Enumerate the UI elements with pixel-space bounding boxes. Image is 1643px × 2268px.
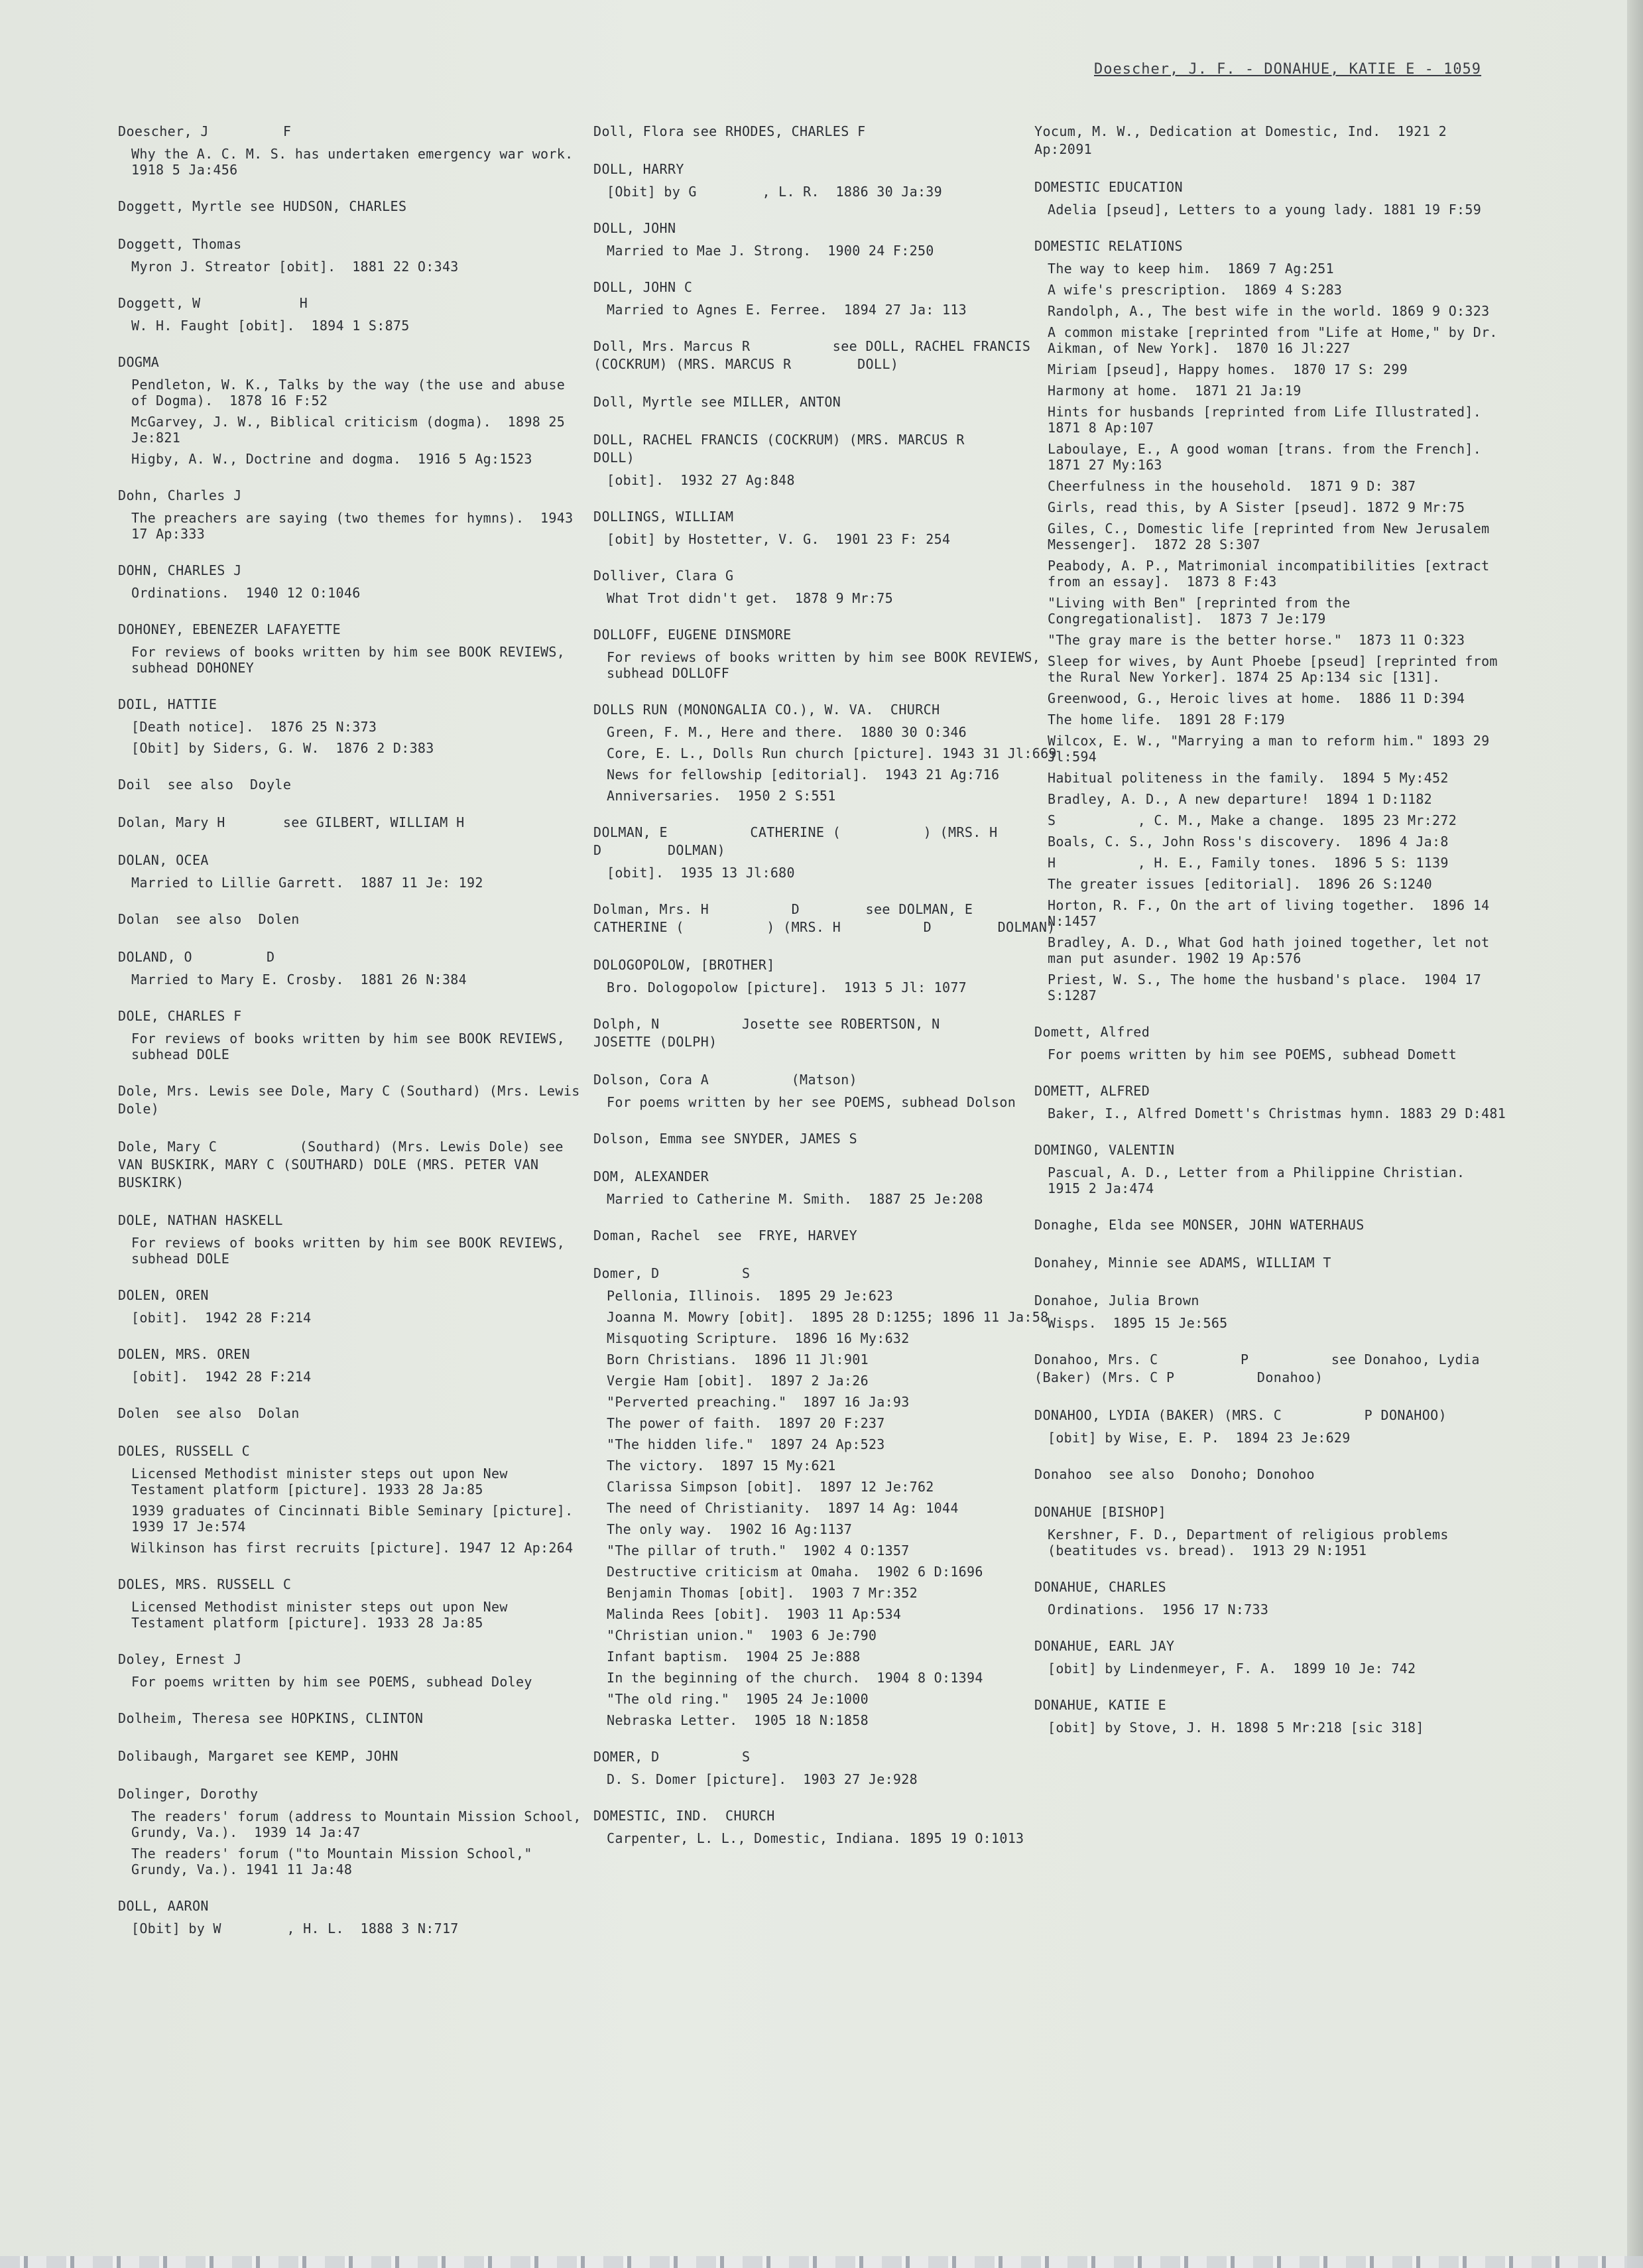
entry-citation: [obit] by Stove, J. H. 1898 5 Mr:218 [sic 318]	[1048, 1720, 1424, 1735]
entry-heading: Dolman, Mrs. H D see DOLMAN, E CATHERINE ( ) (MRS. H D DOLMAN)	[593, 901, 1056, 935]
entry-citation: [obit] by Wise, E. P. 1894 23 Je:629	[1048, 1430, 1351, 1446]
index-entry	[118, 621, 582, 676]
index-entry	[118, 1442, 590, 1556]
entry-citation: Higby, A. W., Doctrine and dogma. 1916 5 Ag:1523	[131, 451, 532, 467]
entry-heading: Dolson, Cora A (Matson)	[593, 1072, 858, 1088]
entry-citation: Ordinations. 1940 12 O:1046	[131, 585, 361, 601]
entry-heading: Doil see also Doyle	[118, 777, 292, 792]
entry-citation: Clarissa Simpson [obit]. 1897 12 Je:762	[607, 1479, 934, 1495]
entry-citation: Licensed Methodist minister steps out upon New Testament platform [picture]. 1933 28 Ja:85	[131, 1466, 517, 1497]
index-entry	[593, 956, 1058, 995]
entry-citation: Ordinations. 1956 17 N:733	[1048, 1602, 1269, 1617]
entry-citation: The home life. 1891 28 F:179	[1048, 712, 1285, 727]
entry-citation: Hints for husbands [reprinted from Life Illustrated]. 1871 8 Ap:107	[1048, 404, 1498, 436]
entry-heading: DOLE, CHARLES F	[118, 1008, 242, 1024]
index-entry	[118, 948, 582, 987]
entry-heading: Doll, Myrtle see MILLER, ANTON	[593, 394, 841, 410]
entry-heading: DONAHUE [BISHOP]	[1034, 1504, 1167, 1520]
entry-heading: Donaghe, Elda see MONSER, JOHN WATERHAUS	[1034, 1217, 1365, 1233]
index-entry	[1034, 1637, 1512, 1676]
index-entry	[118, 1346, 582, 1385]
index-entry	[118, 851, 582, 891]
entry-heading: DOLAN, OCEA	[118, 852, 209, 868]
index-entry	[1034, 1351, 1512, 1387]
entry-citation: The way to keep him. 1869 7 Ag:251	[1048, 261, 1334, 277]
index-entry	[593, 160, 1058, 200]
entry-citation: W. H. Faught [obit]. 1894 1 S:875	[131, 318, 410, 334]
entry-citation: Licensed Methodist minister steps out upon New Testament platform [picture]. 1933 28 Ja:85	[131, 1599, 517, 1631]
index-entry	[118, 1007, 582, 1062]
entry-heading: DOGMA	[118, 354, 160, 370]
index-entry	[593, 123, 1058, 141]
entry-citation: [Death notice]. 1876 25 N:373	[131, 719, 377, 735]
entry-heading: Dolinger, Dorothy	[118, 1786, 259, 1802]
entry-heading: Donahoo see also Donoho; Donohoo	[1034, 1466, 1315, 1482]
index-entry	[118, 776, 582, 794]
index-entry	[593, 1130, 1058, 1148]
entry-citation: The need of Christianity. 1897 14 Ag: 1044	[607, 1500, 959, 1516]
entry-citation: Giles, C., Domestic life [reprinted from New Jerusalem Messenger]. 1872 28 S:307	[1048, 521, 1498, 552]
entry-heading: DOLL, RACHEL FRANCIS (COCKRUM) (MRS. MARCUS R DOLL)	[593, 432, 1039, 466]
index-entry	[1034, 1082, 1512, 1121]
entry-heading: DOLL, HARRY	[593, 161, 684, 177]
entry-heading: Yocum, M. W., Dedication at Domestic, Ind. 1921 2 Ap:2091	[1034, 123, 1455, 157]
entry-citation: Adelia [pseud], Letters to a young lady. 1881 19 F:59	[1048, 202, 1482, 218]
index-entry	[593, 338, 1058, 373]
entry-citation: A wife's prescription. 1869 4 S:283	[1048, 282, 1343, 298]
entry-citation: Infant baptism. 1904 25 Je:888	[607, 1649, 861, 1665]
entry-citation: "Christian union." 1903 6 Je:790	[607, 1627, 877, 1643]
entry-heading: DONAHOO, LYDIA (BAKER) (MRS. C P DONAHOO)	[1034, 1407, 1447, 1423]
entry-citation: [obit] by Hostetter, V. G. 1901 23 F: 254	[607, 531, 951, 547]
entry-citation: Married to Agnes E. Ferree. 1894 27 Ja: 113	[607, 302, 967, 318]
entry-citation: Core, E. L., Dolls Run church [picture]. 1943 31 Jl:669	[607, 745, 1057, 761]
index-entry	[593, 1807, 1058, 1846]
column-3	[1034, 123, 1512, 1755]
index-entry	[1034, 1696, 1512, 1735]
index-entry	[118, 1651, 582, 1690]
entry-citation: D. S. Domer [picture]. 1903 27 Je:928	[607, 1771, 918, 1787]
index-entry	[118, 562, 582, 601]
index-entry	[593, 1748, 1058, 1787]
index-entry	[118, 235, 582, 275]
entry-citation: Pellonia, Illinois. 1895 29 Je:623	[607, 1288, 893, 1304]
entry-heading: DOLL, JOHN	[593, 220, 676, 236]
entry-citation: [Obit] by Siders, G. W. 1876 2 D:383	[131, 740, 434, 756]
entry-citation: Destructive criticism at Omaha. 1902 6 D:1696	[607, 1564, 983, 1580]
index-entry	[1034, 1254, 1512, 1272]
index-entry	[593, 1015, 1058, 1051]
page-edge	[1627, 0, 1643, 2268]
entry-citation: What Trot didn't get. 1878 9 Mr:75	[607, 590, 893, 606]
entry-heading: DOLL, JOHN C	[593, 279, 693, 295]
entry-citation: "The gray mare is the better horse." 1873 11 O:323	[1048, 632, 1465, 648]
index-entry	[1034, 1578, 1512, 1617]
index-entry	[118, 1576, 582, 1631]
entry-heading: Dolan see also Dolen	[118, 911, 300, 927]
index-entry	[118, 911, 582, 928]
entry-heading: Dole, Mrs. Lewis see Dole, Mary C (Southard) (Mrs. Lewis Dole)	[118, 1083, 589, 1117]
index-entry	[118, 814, 582, 832]
entry-heading: DOLAND, O D	[118, 949, 275, 965]
entry-heading: Dohn, Charles J	[118, 487, 242, 503]
entry-heading: DOMETT, ALFRED	[1034, 1083, 1150, 1099]
index-entry	[1034, 123, 1512, 158]
entry-citation: [obit]. 1942 28 F:214	[131, 1369, 312, 1385]
entry-citation: Greenwood, G., Heroic lives at home. 1886 11 D:394	[1048, 690, 1465, 706]
entry-citation: For poems written by him see POEMS, subhead Doley	[131, 1674, 532, 1690]
entry-citation: A common mistake [reprinted from "Life at Home," by Dr. Aikman, of New York]. 1870 16 Jl:227	[1048, 324, 1506, 356]
index-entry	[118, 353, 582, 467]
entry-citation: Green, F. M., Here and there. 1880 30 O:346	[607, 724, 967, 740]
index-entry	[593, 901, 1058, 936]
entry-heading: DOHONEY, EBENEZER LAFAYETTE	[118, 621, 341, 637]
index-entry	[593, 1168, 1058, 1207]
index-entry	[593, 1071, 1058, 1110]
entry-heading: Dolph, N Josette see ROBERTSON, N JOSETTE (DOLPH)	[593, 1016, 1022, 1050]
entry-citation: Why the A. C. M. S. has undertaken emergency war work. 1918 5 Ja:456	[131, 146, 590, 178]
entry-citation: For reviews of books written by him see BOOK REVIEWS, subhead DOLE	[131, 1235, 574, 1267]
entry-heading: Doll, Mrs. Marcus R see DOLL, RACHEL FRANCIS (COCKRUM) (MRS. MARCUS R DOLL)	[593, 338, 1039, 372]
entry-citation: Bradley, A. D., What God hath joined together, let not man put asunder. 1902 19 Ap:576	[1048, 934, 1498, 966]
entry-citation: Horton, R. F., On the art of living together. 1896 14 N:1457	[1048, 897, 1498, 929]
entry-citation: For reviews of books written by him see BOOK REVIEWS, subhead DOLE	[131, 1031, 574, 1062]
entry-heading: DOLLOFF, EUGENE DINSMORE	[593, 627, 792, 643]
index-entry	[118, 1785, 590, 1877]
entry-citation: Randolph, A., The best wife in the world. 1869 9 O:323	[1048, 303, 1490, 319]
entry-citation: Born Christians. 1896 11 Jl:901	[607, 1352, 869, 1367]
entry-heading: DOLL, AARON	[118, 1898, 209, 1914]
entry-heading: Dolliver, Clara G	[593, 568, 734, 584]
entry-citation: Malinda Rees [obit]. 1903 11 Ap:534	[607, 1606, 902, 1622]
entry-citation: In the beginning of the church. 1904 8 O:1394	[607, 1670, 983, 1686]
entry-citation: Bradley, A. D., A new departure! 1894 1 D:1182	[1048, 791, 1433, 807]
entry-citation: The readers' forum ("to Mountain Mission School," Grundy, Va.). 1941 11 Ja:48	[131, 1846, 541, 1877]
entry-citation: Married to Lillie Garrett. 1887 11 Je: 192	[131, 875, 483, 891]
index-entry	[1034, 1216, 1512, 1234]
entry-citation: "The pillar of truth." 1902 4 O:1357	[607, 1543, 910, 1558]
index-entry	[118, 1710, 582, 1728]
entry-citation: For reviews of books written by him see BOOK REVIEWS, subhead DOLLOFF	[607, 649, 1049, 681]
entry-citation: Habitual politeness in the family. 1894 5 My:452	[1048, 770, 1449, 786]
entry-citation: Anniversaries. 1950 2 S:551	[607, 788, 836, 804]
index-entry	[118, 1138, 582, 1192]
entry-citation: Pascual, A. D., Letter from a Philippine Christian. 1915 2 Ja:474	[1048, 1165, 1482, 1196]
entry-citation: The readers' forum (address to Mountain Mission School, Grundy, Va.). 1939 14 Ja:47	[131, 1808, 590, 1840]
entry-citation: Nebraska Letter. 1905 18 N:1858	[607, 1712, 869, 1728]
entry-citation: H , H. E., Family tones. 1896 5 S: 1139	[1048, 855, 1449, 871]
index-entry	[593, 701, 1058, 804]
entry-heading: DOLMAN, E CATHERINE ( ) (MRS. H D DOLMAN)	[593, 824, 1064, 858]
entry-heading: Domett, Alfred	[1034, 1024, 1150, 1040]
entry-citation: Joanna M. Mowry [obit]. 1895 28 D:1255; 1896 11 Ja:58	[607, 1309, 1049, 1325]
entry-citation: [Obit] by W , H. L. 1888 3 N:717	[131, 1921, 459, 1936]
index-entry	[593, 1265, 1058, 1728]
entry-heading: Dolibaugh, Margaret see KEMP, JOHN	[118, 1748, 398, 1764]
entry-citation: News for fellowship [editorial]. 1943 21 Ag:716	[607, 767, 1000, 783]
entry-heading: Domer, D S	[593, 1265, 751, 1281]
entry-citation: For reviews of books written by him see BOOK REVIEWS, subhead DOHONEY	[131, 644, 574, 676]
entry-citation: Pendleton, W. K., Talks by the way (the use and abuse of Dogma). 1878 16 F:52	[131, 377, 574, 409]
entry-heading: Donahoo, Mrs. C P see Donahoo, Lydia (Baker) (Mrs. C P Donahoo)	[1034, 1352, 1489, 1385]
entry-citation: McGarvey, J. W., Biblical criticism (dogma). 1898 25 Je:821	[131, 414, 574, 446]
entry-citation: Kershner, F. D., Department of religious problems (beatitudes vs. bread). 1913 29 N:1951	[1048, 1527, 1457, 1558]
entry-heading: DOLES, RUSSELL C	[118, 1443, 251, 1459]
index-entry	[118, 198, 582, 216]
entry-heading: DOLOGOPOLOW, [BROTHER]	[593, 957, 775, 973]
index-entry	[593, 626, 1058, 681]
entry-citation: [Obit] by G , L. R. 1886 30 Ja:39	[607, 184, 942, 200]
entry-citation: The greater issues [editorial]. 1896 26 S:1240	[1048, 876, 1433, 892]
entry-citation: Wilkinson has first recruits [picture]. 1947 12 Ap:264	[131, 1540, 574, 1556]
entry-heading: Doll, Flora see RHODES, CHARLES F	[593, 123, 866, 139]
entry-heading: DOM, ALEXANDER	[593, 1168, 709, 1184]
index-entry	[118, 1287, 582, 1326]
entry-citation: "The hidden life." 1897 24 Ap:523	[607, 1436, 885, 1452]
entry-heading: Doley, Ernest J	[118, 1651, 242, 1667]
entry-citation: For poems written by him see POEMS, subhead Domett	[1048, 1046, 1457, 1062]
entry-citation: "The old ring." 1905 24 Je:1000	[607, 1691, 869, 1707]
entry-heading: DOLLINGS, WILLIAM	[593, 509, 734, 525]
entry-heading: DOHN, CHARLES J	[118, 562, 242, 578]
column-1	[118, 123, 590, 1956]
entry-heading: Dole, Mary C (Southard) (Mrs. Lewis Dole) see VAN BUSKIRK, MARY C (SOUTHARD) DOLE (MRS. PETER VAN BUSKIRK)	[118, 1139, 572, 1190]
entry-citation: Wisps. 1895 15 Je:565	[1048, 1315, 1228, 1331]
entry-heading: DOMESTIC RELATIONS	[1034, 238, 1183, 254]
entry-citation: Married to Mary E. Crosby. 1881 26 N:384	[131, 972, 467, 987]
index-entry	[118, 1082, 589, 1118]
entry-citation: [obit]. 1935 13 Jl:680	[607, 865, 795, 881]
entry-heading: DOLEN, OREN	[118, 1287, 209, 1303]
entry-citation: The victory. 1897 15 My:621	[607, 1458, 836, 1474]
index-entry	[118, 1747, 582, 1765]
index-entry	[593, 431, 1058, 488]
entry-heading: DOLLS RUN (MONONGALIA CO.), W. VA. CHURCH	[593, 702, 940, 718]
entry-citation: [obit]. 1942 28 F:214	[131, 1310, 312, 1326]
index-entry	[118, 696, 582, 756]
entry-heading: Dolson, Emma see SNYDER, JAMES S	[593, 1131, 858, 1147]
index-entry	[1034, 1407, 1512, 1446]
index-entry	[593, 393, 1058, 411]
entry-citation: [obit] by Lindenmeyer, F. A. 1899 10 Je: 742	[1048, 1661, 1416, 1676]
entry-heading: DOIL, HATTIE	[118, 696, 217, 712]
entry-citation: Married to Catherine M. Smith. 1887 25 Je:208	[607, 1191, 983, 1207]
entry-citation: The only way. 1902 16 Ag:1137	[607, 1521, 853, 1537]
entry-citation: "Living with Ben" [reprinted from the Congregationalist]. 1873 7 Je:179	[1048, 595, 1359, 627]
entry-heading: Dolen see also Dolan	[118, 1405, 300, 1421]
entry-heading: Dolan, Mary H see GILBERT, WILLIAM H	[118, 814, 465, 830]
entry-citation: Boals, C. S., John Ross's discovery. 1896 4 Ja:8	[1048, 834, 1449, 850]
running-head: Doescher, J. F. - DONAHUE, KATIE E - 1059	[1094, 61, 1482, 78]
entry-heading: Doescher, J F	[118, 123, 292, 139]
entry-heading: DONAHUE, EARL JAY	[1034, 1638, 1175, 1654]
index-entry	[593, 279, 1058, 318]
index-entry	[1034, 178, 1512, 218]
entry-citation: Priest, W. S., The home the husband's place. 1904 17 S:1287	[1048, 972, 1490, 1003]
entry-heading: Donahoe, Julia Brown	[1034, 1292, 1199, 1308]
index-entry	[1034, 1503, 1512, 1558]
index-entry	[593, 567, 1058, 606]
index-entry	[1034, 1466, 1512, 1483]
index-entry	[1034, 1141, 1512, 1196]
index-entry	[118, 123, 590, 178]
entry-citation: 1939 graduates of Cincinnati Bible Seminary [picture]. 1939 17 Je:574	[131, 1503, 590, 1535]
entry-citation: Girls, read this, by A Sister [pseud]. 1872 9 Mr:75	[1048, 499, 1465, 515]
entry-citation: "Perverted preaching." 1897 16 Ja:93	[607, 1394, 910, 1410]
entry-heading: DOLES, MRS. RUSSELL C	[118, 1576, 292, 1592]
column-2	[593, 123, 1064, 1866]
entry-citation: [obit]. 1932 27 Ag:848	[607, 472, 795, 488]
entry-citation: Misquoting Scripture. 1896 16 My:632	[607, 1330, 910, 1346]
entry-citation: For poems written by her see POEMS, subhead Dolson	[607, 1094, 1016, 1110]
entry-heading: DOMESTIC EDUCATION	[1034, 179, 1183, 195]
entry-heading: Doggett, Myrtle see HUDSON, CHARLES	[118, 198, 407, 214]
entry-heading: DOLE, NATHAN HASKELL	[118, 1212, 283, 1228]
entry-citation: Married to Mae J. Strong. 1900 24 F:250	[607, 243, 934, 259]
entry-heading: Donahey, Minnie see ADAMS, WILLIAM T	[1034, 1255, 1331, 1271]
entry-heading: Doggett, Thomas	[118, 236, 242, 252]
entry-heading: DOMER, D S	[593, 1749, 751, 1765]
index-entry	[1034, 1023, 1512, 1062]
index-entry	[593, 508, 1058, 547]
entry-heading: DONAHUE, CHARLES	[1034, 1579, 1167, 1595]
entry-heading: DONAHUE, KATIE E	[1034, 1697, 1167, 1713]
entry-citation: Bro. Dologopolow [picture]. 1913 5 Jl: 1077	[607, 979, 967, 995]
entry-citation: Peabody, A. P., Matrimonial incompatibilities [extract from an essay]. 1873 8 F:43	[1048, 558, 1498, 590]
entry-citation: Carpenter, L. L., Domestic, Indiana. 1895 19 O:1013	[607, 1830, 1024, 1846]
scan-strip	[0, 2256, 1643, 2268]
entry-citation: Myron J. Streator [obit]. 1881 22 O:343	[131, 259, 459, 275]
entry-citation: Harmony at home. 1871 21 Ja:19	[1048, 383, 1302, 399]
entry-heading: Dolheim, Theresa see HOPKINS, CLINTON	[118, 1710, 424, 1726]
entry-citation: Laboulaye, E., A good woman [trans. from the French]. 1871 27 My:163	[1048, 441, 1498, 473]
entry-citation: The power of faith. 1897 20 F:237	[607, 1415, 885, 1431]
index-entry	[1034, 237, 1512, 1003]
entry-heading: Doggett, W H	[118, 295, 308, 311]
entry-heading: DOLEN, MRS. OREN	[118, 1346, 251, 1362]
index-entry	[118, 294, 582, 334]
entry-citation: Baker, I., Alfred Domett's Christmas hymn. 1883 29 D:481	[1048, 1105, 1506, 1121]
entry-heading: DOMESTIC, IND. CHURCH	[593, 1808, 775, 1824]
index-entry	[118, 1405, 582, 1422]
index-entry	[593, 824, 1064, 881]
entry-citation: Sleep for wives, by Aunt Phoebe [pseud] [reprinted from the Rural New Yorker]. 1874 25 Ap:134 sic [131].	[1048, 653, 1506, 685]
entry-citation: The preachers are saying (two themes for hymns). 1943 17 Ap:333	[131, 510, 581, 542]
index-entry	[593, 1227, 1058, 1245]
entry-citation: Cheerfulness in the household. 1871 9 D: 387	[1048, 478, 1416, 494]
entry-citation: Miriam [pseud], Happy homes. 1870 17 S: 299	[1048, 361, 1408, 377]
index-entry	[593, 220, 1058, 259]
entry-heading: Doman, Rachel see FRYE, HARVEY	[593, 1228, 858, 1243]
index-entry	[118, 1212, 582, 1267]
entry-citation: Vergie Ham [obit]. 1897 2 Ja:26	[607, 1373, 869, 1389]
entry-heading: DOMINGO, VALENTIN	[1034, 1142, 1175, 1158]
index-entry	[118, 487, 582, 542]
entry-citation: Wilcox, E. W., "Marrying a man to reform him." 1893 29 Jl:594	[1048, 733, 1498, 765]
entry-citation: Benjamin Thomas [obit]. 1903 7 Mr:352	[607, 1585, 918, 1601]
index-entry	[1034, 1292, 1512, 1331]
entry-citation: S , C. M., Make a change. 1895 23 Mr:272	[1048, 812, 1457, 828]
index-entry	[118, 1897, 582, 1936]
